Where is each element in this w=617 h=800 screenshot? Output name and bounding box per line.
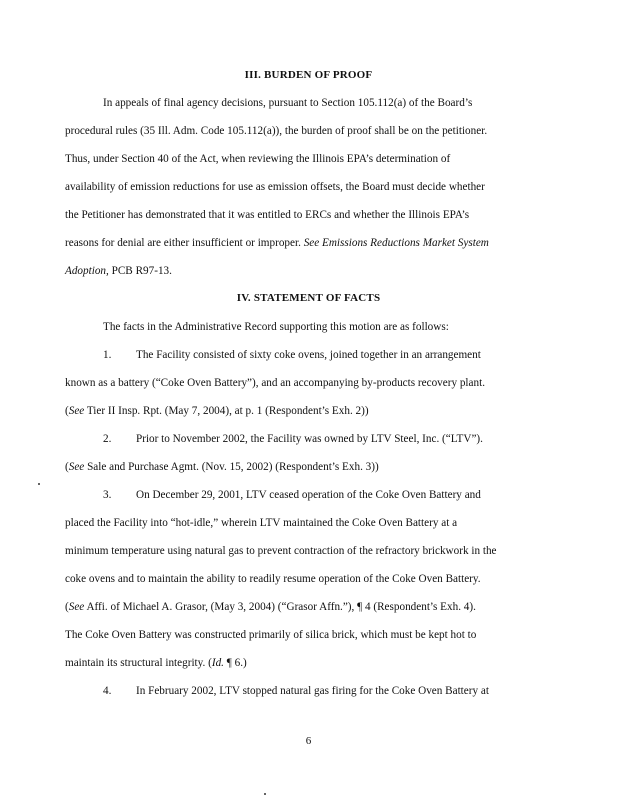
paragraph-line: procedural rules (35 Ill. Adm. Code 105.112(a)), the burden of proof shall be on the petitioner.	[65, 125, 488, 137]
citation-italic: See	[68, 601, 85, 613]
paragraph-line	[65, 236, 489, 250]
paragraph-line: The Facility consisted of sixty coke ovens, joined together in an arrangement	[136, 349, 481, 361]
paragraph-line	[65, 656, 247, 670]
citation-italic: See	[68, 405, 85, 417]
paragraph-line	[65, 264, 172, 278]
paragraph-line: coke ovens and to maintain the ability to readily resume operation of the Coke Oven Battery.	[65, 573, 481, 585]
paragraph-line: In appeals of final agency decisions, pursuant to Section 105.112(a) of the Board’s	[103, 97, 473, 109]
paragraph-line	[65, 404, 369, 418]
page-number: 6	[305, 735, 312, 747]
citation-italic: See Emissions Reductions Market System	[303, 237, 489, 249]
text-plain: (	[65, 461, 69, 473]
text-plain: (	[65, 405, 69, 417]
section-heading-statement-of-facts: IV. STATEMENT OF FACTS	[236, 292, 381, 304]
paragraph-line: In February 2002, LTV stopped natural gas firing for the Coke Oven Battery at	[136, 685, 489, 697]
citation-italic: Id.	[211, 657, 224, 669]
paragraph-line: availability of emission reductions for use as emission offsets, the Board must decide whether	[65, 181, 485, 193]
paragraph-line: placed the Facility into “hot-idle,” wherein LTV maintained the Coke Oven Battery at a	[65, 517, 458, 529]
text-plain: reasons for denial are either insufficient or improper.	[65, 237, 304, 249]
text-plain: PCB R97-13.	[108, 265, 172, 277]
citation-italic: See	[68, 461, 85, 473]
citation-italic: Adoption,	[65, 265, 109, 277]
text-plain: maintain its structural integrity. (	[65, 657, 212, 669]
scan-speck	[38, 483, 40, 485]
text-plain: Affi. of Michael A. Grasor, (May 3, 2004) (“Grasor Affn.”), ¶ 4 (Respondent’s Exh. 4).	[84, 601, 476, 613]
paragraph-line: the Petitioner has demonstrated that it was entitled to ERCs and whether the Illinois EPA’s	[65, 209, 470, 221]
paragraph-line: minimum temperature using natural gas to prevent contraction of the refractory brickwork in the	[65, 545, 497, 557]
paragraph-line: Prior to November 2002, the Facility was owned by LTV Steel, Inc. (“LTV”).	[136, 433, 483, 445]
list-item-number: 4.	[103, 685, 112, 697]
paragraph-line: The facts in the Administrative Record supporting this motion are as follows:	[103, 321, 449, 333]
paragraph-line: Thus, under Section 40 of the Act, when reviewing the Illinois EPA’s determination of	[65, 153, 451, 165]
paragraph-line	[65, 460, 379, 474]
scan-speck	[264, 793, 266, 795]
text-plain: Sale and Purchase Agmt. (Nov. 15, 2002) (Respondent’s Exh. 3))	[84, 461, 379, 473]
paragraph-line: On December 29, 2001, LTV ceased operation of the Coke Oven Battery and	[136, 489, 481, 501]
text-plain: (	[65, 601, 69, 613]
list-item-number: 1.	[103, 349, 112, 361]
text-plain: ¶ 6.)	[223, 657, 247, 669]
text-plain: Tier II Insp. Rpt. (May 7, 2004), at p. 1 (Respondent’s Exh. 2))	[84, 405, 369, 417]
paragraph-line	[65, 600, 476, 614]
list-item-number: 3.	[103, 489, 112, 501]
list-item-number: 2.	[103, 433, 112, 445]
section-heading-burden-of-proof: III. BURDEN OF PROOF	[244, 69, 373, 81]
paragraph-line: known as a battery (“Coke Oven Battery”), and an accompanying by-products recovery plant.	[65, 377, 486, 389]
paragraph-line: The Coke Oven Battery was constructed primarily of silica brick, which must be kept hot to	[65, 629, 477, 641]
